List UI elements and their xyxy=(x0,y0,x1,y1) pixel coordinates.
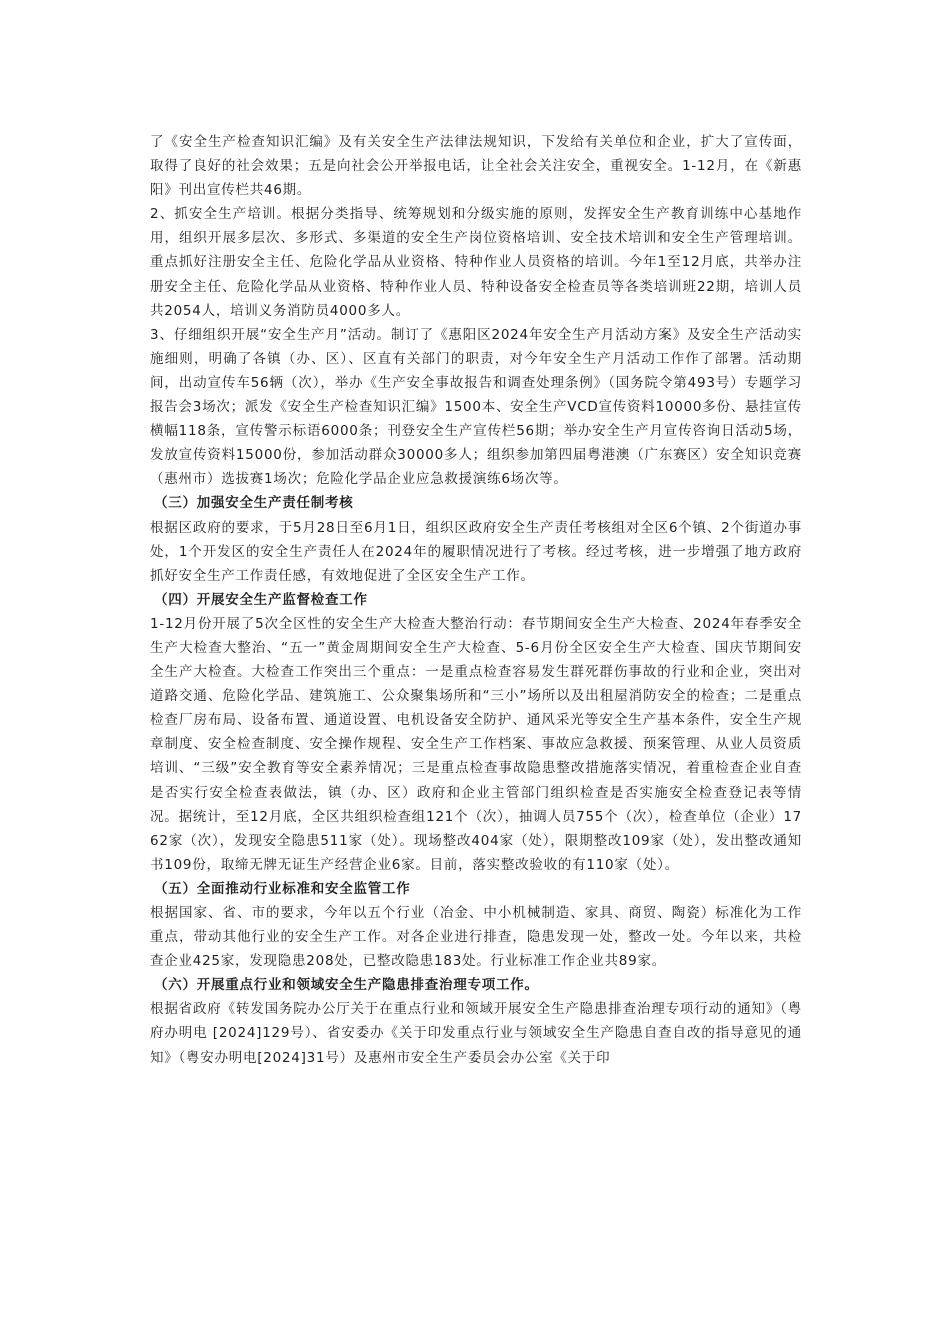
heading-responsibility-assessment: （三）加强安全生产责任制考核 xyxy=(154,495,354,512)
paragraph-industry-standards: 根据国家、省、市的要求，今年以五个行业（冶金、中小机械制造、家具、商贸、陶瓷）标准化为工作重点，带动其他行业的安全生产工作。对各企业进行排查，隐患发现一处，整改一处。今年以来，共检查企业425家，发现隐患208处，已整改隐患183处。行业标准工作企业共89家。 xyxy=(150,905,802,970)
paragraph-safety-training: 2、抓安全生产培训。根据分类指导、统筹规划和分级实施的原则，发挥安全生产教育训练中心基地作用，组织开展多层次、多形式、多渠道的安全生产岗位资格培训、安全技术培训和安全生产管理培训。重点抓好注册安全主任、危险化学品从业资格、特种作业人员资格的培训。今年1至12月底，共举办注册安全主任、危险化学品从业资格、特种作业人员、特种设备安全检查员等各类培训班22期，培训人员共2054人，培训义务消防员4000多人。 xyxy=(150,206,802,319)
paragraph-hazard-investigation: 根据省政府《转发国务院办公厅关于在重点行业和领域开展安全生产隐患排查治理专项行动的通知》（粤府办明电 [2024]129号）、省安委办《关于印发重点行业与领域安全生产隐患自查自改的指导意见的通知》（粤安办明电[2024]31号）及惠州市安全生产委员会办公室《关于印 xyxy=(150,1001,802,1066)
paragraph-responsibility-assessment: 根据区政府的要求，于5月28日至6月1日，组织区政府安全生产责任考核组对全区6个镇、2个街道办事处，1个开发区的安全生产责任人在2024年的履职情况进行了考核。经过考核，进一步增强了地方政府抓好安全生产工作责任感，有效地促进了全区安全生产工作。 xyxy=(150,519,802,584)
heading-supervision-inspection: （四）开展安全生产监督检查工作 xyxy=(154,591,368,608)
heading-hazard-investigation: （六）开展重点行业和领域安全生产隐患排查治理专项工作。 xyxy=(154,977,539,994)
paragraph-supervision-inspection: 1-12月份开展了5次全区性的安全生产大检查大整治行动：春节期间安全生产大检查、2024年春季安全生产大检查大整治、“五一”黄金周期间安全生产大检查、5-6月份全区安全生产大检查、国庆节期间安全生产大检查。大检查工作突出三个重点：一是重点检查容易发生群死群伤事故的行业和企业，突出对道路交通、危险化学品、建筑施工、公众聚集场所和“三小”场所以及出租屋消防安全的检查；二是重点检查厂房布局、设备布置、通道设置、电机设备安全防护、通风采光等安全生产基本条件，安全生产规章制度、安全检查制度、安全操作规程、安全生产工作档案、事故应急救援、预案管理、从业人员资质培训、“三级”安全教育等安全素养情况；三是重点检查事故隐患整改措施落实情况，着重检查企业自查是否实行安全检查表做法，镇（办、区）政府和企业主管部门组织检查是否实施安全检查登记表等情况。据统计，至12月底，全区共组织检查组121个（次），抽调人员755个（次），检查单位（企业）1762家（次），发现安全隐患511家（处）。现场整改404家（处），限期整改109家（处），发出整改通知书109份，取缔无牌无证生产经营企业6家。目前，落实整改验收的有110家（处）。 xyxy=(150,615,802,873)
paragraph-publicity-summary: 了《安全生产检查知识汇编》及有关安全生产法律法规知识，下发给有关单位和企业，扩大了宣传面，取得了良好的社会效果；五是向社会公开举报电话，让全社会关注安全，重视安全。1-12月，在《新惠阳》刊出宣传栏共46期。 xyxy=(150,134,802,199)
heading-industry-standards: （五）全面推动行业标准和安全监管工作 xyxy=(154,880,411,897)
paragraph-safety-month: 3、仔细组织开展“安全生产月”活动。制订了《惠阳区2024年安全生产月活动方案》及安全生产活动实施细则，明确了各镇（办、区）、区直有关部门的职责，对今年安全生产月活动工作作了部署。活动期间，出动宣传车56辆（次），举办《生产安全事故报告和调查处理条例》（国务院令第493号）专题学习报告会3场次；派发《安全生产检查知识汇编》1500本、安全生产VCD宣传资料10000多份、悬挂宣传横幅118条，宣传警示标语6000条；刊登安全生产宣传栏56期；举办安全生产月宣传咨询日活动5场，发放宣传资料15000份，参加活动群众30000多人；组织参加第四届粤港澳（广东赛区）安全知识竞赛（惠州市）选拔赛1场次；危险化学品企业应急救援演练6场次等。 xyxy=(150,326,802,488)
document-body xyxy=(150,130,802,1070)
